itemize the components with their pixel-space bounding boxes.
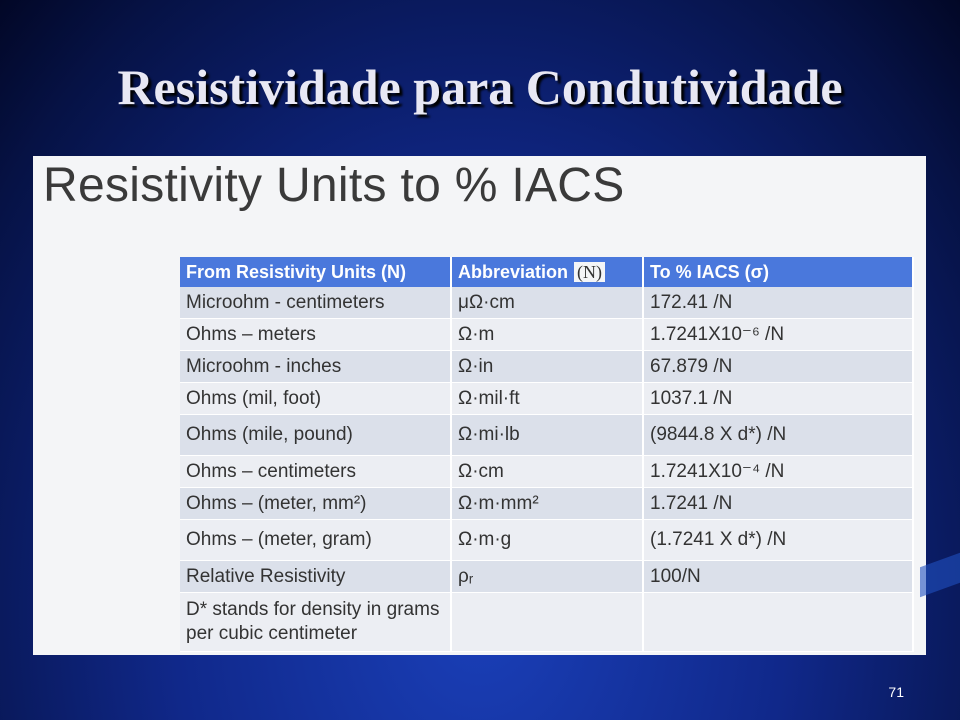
image-panel [33,156,926,655]
table-row [180,383,913,415]
header-annotation: (N) [574,262,605,282]
cell-unit: Relative Resistivity [180,561,451,593]
cell-abbreviation: ρᵣ [451,561,643,593]
cell-empty [643,593,913,652]
cell-conversion: 172.41 /N [643,287,913,319]
table-row [180,488,913,520]
table-row [180,520,913,561]
cell-abbreviation: Ω·cm [451,456,643,488]
header-to-iacs: To % IACS (σ) [643,257,913,287]
page-number: 71 [888,684,904,700]
cell-unit: Ohms – (meter, mm²) [180,488,451,520]
table-header-row [180,257,913,287]
cell-abbreviation: Ω·in [451,351,643,383]
header-from-units: From Resistivity Units (N) [180,257,451,287]
cell-conversion: 100/N [643,561,913,593]
table-row [180,351,913,383]
cell-abbreviation: Ω·mi·lb [451,415,643,456]
table-row [180,415,913,456]
cell-unit: Microohm - inches [180,351,451,383]
cell-conversion: 1.7241X10⁻⁴ /N [643,456,913,488]
header-abbreviation [451,257,643,287]
cell-conversion: 1.7241 /N [643,488,913,520]
cell-conversion: 1.7241X10⁻⁶ /N [643,319,913,351]
cell-abbreviation: μΩ·cm [451,287,643,319]
cell-abbreviation: Ω·m·g [451,520,643,561]
cell-conversion: (1.7241 X d*) /N [643,520,913,561]
footnote-row [180,593,913,652]
cell-conversion: 1037.1 /N [643,383,913,415]
cell-empty [451,593,643,652]
cell-footnote: D* stands for density in grams per cubic centimeter [180,593,451,652]
slide-title: Resistividade para Condutividade [117,59,843,115]
table-row [180,456,913,488]
cell-unit: Ohms – centimeters [180,456,451,488]
panel-heading: Resistivity Units to % IACS [43,159,625,212]
header-abbreviation-label: Abbreviation [458,261,569,282]
cell-unit: Ohms (mil, foot) [180,383,451,415]
cell-abbreviation: Ω·mil·ft [451,383,643,415]
table-row [180,319,913,351]
cell-conversion: 67.879 /N [643,351,913,383]
cell-abbreviation: Ω·m [451,319,643,351]
cell-unit: Ohms – (meter, gram) [180,520,451,561]
cell-conversion: (9844.8 X d*) /N [643,415,913,456]
decorative-shape [920,553,960,598]
table-row [180,561,913,593]
cell-unit: Microohm - centimeters [180,287,451,319]
table-row [180,287,913,319]
cell-unit: Ohms (mile, pound) [180,415,451,456]
cell-abbreviation: Ω·m·mm² [451,488,643,520]
resistivity-units-table [180,257,914,652]
cell-unit: Ohms – meters [180,319,451,351]
